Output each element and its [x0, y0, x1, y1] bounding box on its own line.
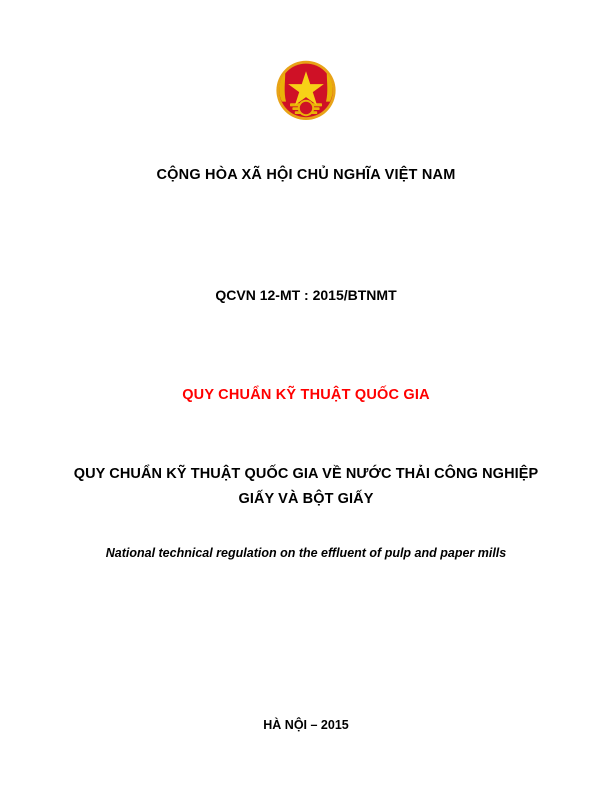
english-subtitle: National technical regulation on the effluent of pulp and paper mills	[105, 546, 507, 560]
publication-place-year: HÀ NỘI – 2015	[263, 718, 349, 732]
emblem-container	[0, 52, 612, 132]
vietnam-national-emblem-icon	[266, 52, 346, 132]
standard-code: QCVN 12-MT : 2015/BTNMT	[215, 287, 397, 303]
country-name-heading: CỘNG HÒA XÃ HỘI CHỦ NGHĨA VIỆT NAM	[156, 167, 456, 183]
national-technical-regulation-label: QUY CHUẨN KỸ THUẬT QUỐC GIA	[182, 387, 430, 403]
page-title: QUY CHUẨN KỸ THUẬT QUỐC GIA VỀ NƯỚC THẢI CÔNG NGHIỆP GIẤY VÀ BỘT GIẤY	[73, 466, 539, 507]
